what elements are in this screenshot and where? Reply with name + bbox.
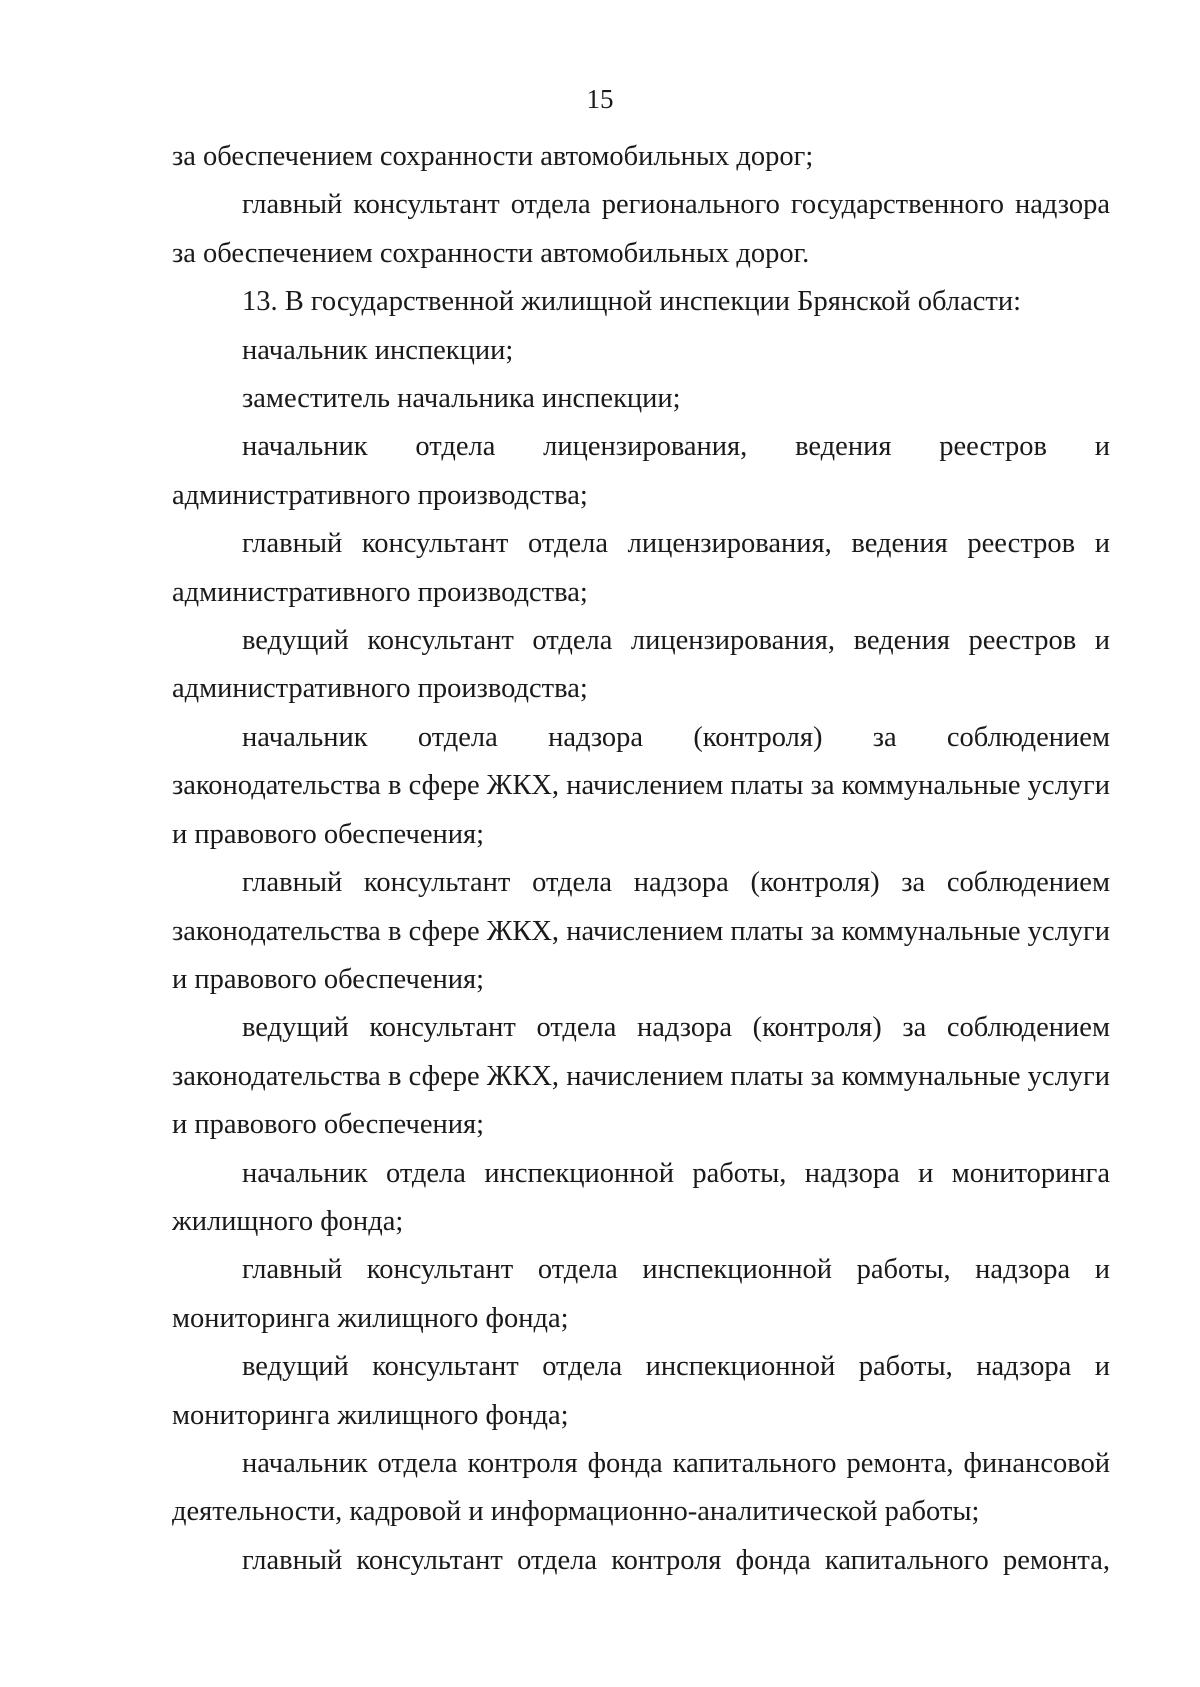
list-item: главный консультант отдела надзора (контроля) за соблюдением законодательства в сфере ЖКХ, начислением платы за коммунальные услуги и правового обеспечения; (172, 867, 1110, 995)
list-item: начальник отдела инспекционной работы, надзора и мониторинга жилищного фонда; (172, 1157, 1110, 1237)
list-item: заместитель начальника инспекции; (242, 383, 681, 415)
section-heading: 13. В государственной жилищной инспекции Брянской области: (242, 286, 1021, 318)
list-item: начальник отдела контроля фонда капитального ремонта, финансовой деятельности, кадровой и информационно-аналитической работы; (172, 1447, 1110, 1528)
paragraph: за обеспечением сохранности автомобильных дорог; (172, 141, 814, 172)
paragraph: главный консультант отдела регионального государственного надзора за обеспечением сохранности автомобильных дорог. (172, 189, 1110, 269)
list-item: главный консультант отдела лицензирования, ведения реестров и административного производства; (172, 528, 1110, 608)
list-item: ведущий консультант отдела инспекционной работы, надзора и мониторинга жилищного фонда; (172, 1351, 1110, 1431)
page-number: 15 (586, 84, 614, 114)
list-item: главный консультант отдела инспекционной работы, надзора и мониторинга жилищного фонда; (172, 1254, 1110, 1334)
list-item: ведущий консультант отдела лицензирования, ведения реестров и административного производства; (172, 625, 1110, 705)
document-body (172, 133, 1110, 1585)
list-item: начальник отдела надзора (контроля) за соблюдением законодательства в сфере ЖКХ, начислением платы за коммунальные услуги и правового обеспечения; (172, 721, 1110, 850)
list-item: начальник инспекции; (242, 334, 514, 366)
list-item: главный консультант отдела контроля фонда капитального ремонта, (242, 1544, 1110, 1576)
list-item: начальник отдела лицензирования, ведения реестров и административного производства; (172, 431, 1110, 511)
list-item: ведущий консультант отдела надзора (контроля) за соблюдением законодательства в сфере ЖКХ, начислением платы за коммунальные услуги и правового обеспечения; (172, 1012, 1110, 1141)
